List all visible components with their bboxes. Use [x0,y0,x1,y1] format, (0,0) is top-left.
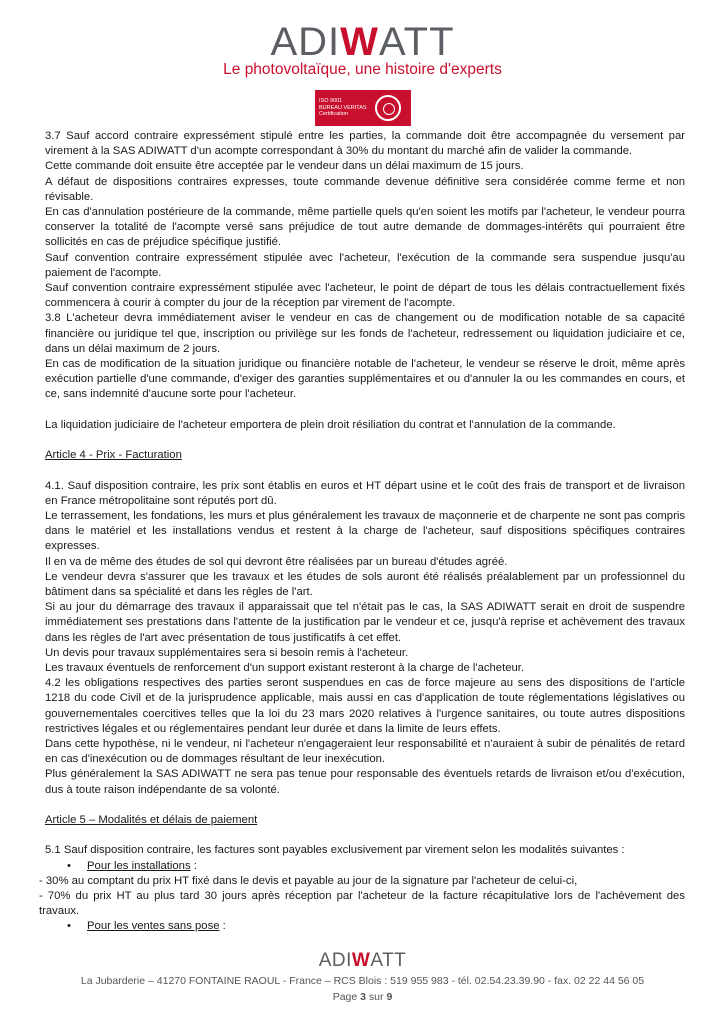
bullet-item: • Pour les ventes sans pose : [45,919,685,934]
paragraph: Un devis pour travaux supplémentaires sera si besoin remis à l'acheteur. [45,646,409,659]
paragraph: 3.8 L'acheteur devra immédiatement aviser le vendeur en cas de changement ou de modification notable de sa capacité financière ou juridique tel que, inscription ou privilège sur les fonds de l'acheteur, redressement ou liquidation judiciaire et ce, dans un délai maximum de 2 jours. [45,312,685,355]
paragraph: Dans cette hypothèse, ni le vendeur, ni l'acheteur n'engageraient leur responsabilité et n'auraient à subir de pénalités de retard en cas d'inexécution ou de dommages résultant de leur inexécution. [45,738,685,766]
paragraph: 4.2 les obligations respectives des parties seront suspendues en cas de force majeure au sens des dispositions de l'article 1218 du code Civil et de la jurisprudence applicable, mais aussi en cas d'application de toute réglementations législatives ou gouvernementales coercitives telles que la loi du 23 mars 2020 relatives à l'urgence sanitaires, ou toute autres dispositions restrictives légales et ou réglementaires pendant leur durée et dans la limite de leurs effets. [45,677,685,735]
paragraph: Le terrassement, les fondations, les murs et plus généralement les travaux de maçonnerie et de charpente ne sont pas compris dans le matériel et les installations vendus et restent à la charge de l'acheteur, sauf dispositions spécifiques contraires expresses. [45,510,685,553]
bullet-item: • Pour les installations : [45,859,685,874]
certification-badge [315,90,411,126]
bullet-text: Pour les ventes sans pose [87,920,220,933]
payment-term: - 70% du prix HT au plus tard 30 jours après réception par l'acheteur de la facture récapitulative lors de l'achèvement des travaux. [39,890,685,918]
article-heading: Article 5 – Modalités et délais de paiement [45,814,258,827]
paragraph: Le vendeur devra s'assurer que les travaux et les études de sols auront été réalisés préalablement par un professionnel du bâtiment dans sa spécialité et dans les règles de l'art. [45,570,685,599]
paragraph: Si au jour du démarrage des travaux il apparaissait que tel n'était pas le cas, la SAS ADIWATT serait en droit de suspendre immédiatement ses prestations dans l'attente de la justification par le vendeur et ce, jusqu'à reprise et achèvement des travaux dans les règles de l'art avec présentation de tous justificatifs à cet effet. [45,601,685,644]
logo-text-att: ATT [378,20,455,64]
paragraph: A défaut de dispositions contraires expresses, toute commande devenue définitive sera considérée comme ferme et non révisable. [45,175,685,203]
document-body [39,129,685,935]
paragraph: Sauf convention contraire expressément stipulée avec l'acheteur, l'exécution de la commande sera suspendue jusqu'au paiement de l'acompte. [45,251,685,279]
paragraph: En cas de modification de la situation juridique ou financière notable de l'acheteur, le vendeur se réserve le droit, même après exécution partielle d'une commande, d'exiger des garanties supplémentaires et ou d'annuler la ou les commandes en cours, et ce, sans indemnité d'aucune sorte pour l'acheteur. [45,358,685,401]
paragraph: Cette commande doit ensuite être acceptée par le vendeur dans un délai maximum de 15 jours. [45,160,524,173]
certification-seal-icon [375,95,401,121]
paragraph: 4.1. Sauf disposition contraire, les prix sont établis en euros et HT départ usine et le coût des frais de transport et de livraison en France métropolitaine sont réputés port dû. [45,479,685,507]
company-logo [0,22,725,62]
certification-text: ISO 9001 BUREAU VERITAS Certification [319,98,367,118]
article-heading: Article 4 - Prix - Facturation [45,449,182,462]
company-tagline: Le photovoltaïque, une histoire d'experts [223,61,502,78]
paragraph: Les travaux éventuels de renforcement d'un support existant resteront à la charge de l'acheteur. [45,662,525,675]
footer-address: La Jubarderie – 41270 FONTAINE RAOUL - France – RCS Blois : 519 955 983 - tél. 02.54.23.39.90 - fax. 02 22 44 56 05 [80,975,645,987]
paragraph: 5.1 Sauf disposition contraire, les factures sont payables exclusivement par virement selon les modalités suivantes : [45,844,625,857]
logo-text-w: W [340,20,379,64]
page-number: Page 3 sur 9 [332,991,393,1003]
paragraph: Sauf convention contraire expressément stipulée avec l'acheteur, le point de départ de tous les délais contractuellement fixés commencera à courir à compter du jour de la réception par virement de l'acompte. [45,282,685,310]
bullet-icon: • [67,859,71,872]
paragraph: En cas d'annulation postérieure de la commande, même partielle quels qu'en soient les motifs par l'acheteur, le vendeur pourra conserver la totalité de l'acompte versé sans préjudice de tout autre demande de dommages-intérêts qui pourraient être sollicités en cas de préjudice spécifique justifié. [45,206,685,249]
bullet-text: Pour les installations [87,859,191,872]
paragraph: Il en va de même des études de sol qui devront être réalisées par un bureau d'études agréé. [45,555,508,568]
bullet-icon: • [67,920,71,933]
logo-text-adi: ADI [270,20,341,64]
paragraph: La liquidation judiciaire de l'acheteur emportera de plein droit résiliation du contrat et l'annulation de la commande. [45,418,616,431]
payment-term: - 30% au comptant du prix HT fixé dans le devis et payable au jour de la signature par l'acheteur de celui-ci, [39,874,578,887]
footer-logo: ADIWATT [318,950,407,971]
paragraph: 3.7 Sauf accord contraire expressément stipulé entre les parties, la commande doit être accompagnée du versement par virement à la SAS ADIWATT d'un acompte correspondant à 30% du montant du marché afin de valider la commande. [45,130,685,158]
paragraph: Plus généralement la SAS ADIWATT ne sera pas tenue pour responsable des éventuels retards de livraison et/ou d'exécution, dus à toute raison indépendante de sa volonté. [45,768,685,796]
